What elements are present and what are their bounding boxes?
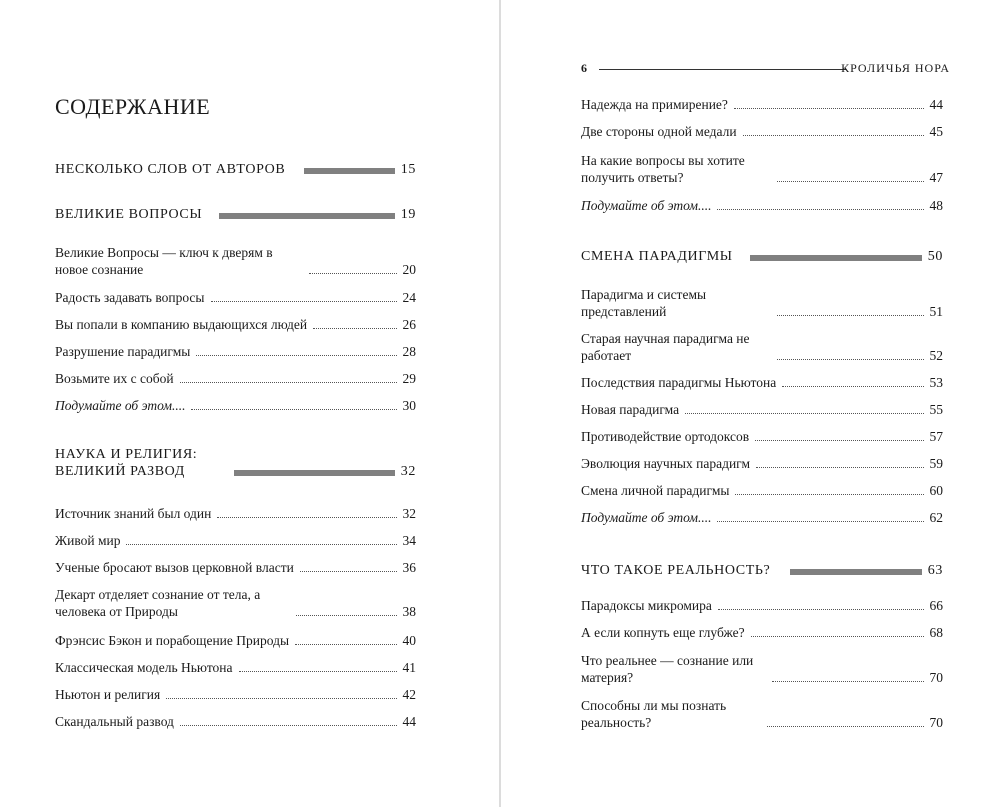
toc-entry-page: 62 [929,510,943,525]
toc-entry-page: 36 [402,560,416,575]
toc-entry-title: Парадоксы микромира [581,598,712,613]
toc-section [55,446,416,480]
toc-heading: СОДЕРЖАНИЕ [55,94,211,119]
toc-entry [581,330,943,364]
toc-entry [581,624,943,641]
dot-leader [717,521,923,522]
page-number: 6 [581,61,587,75]
toc-entry [55,505,416,522]
dot-leader [756,467,923,468]
section-bar [304,168,395,174]
toc-entry-page: 34 [402,533,416,548]
toc-entry-title: Подумайте об этом.... [55,398,186,413]
toc-entry-page: 38 [402,604,416,619]
book-title: КРОЛИЧЬЯ НОРА [841,61,950,75]
toc-entry [581,428,943,445]
toc-entry-title: Живой мир [55,533,121,548]
toc-entry [581,509,943,526]
toc-entry-title: Вы попали в компанию выдающихся людей [55,317,308,332]
toc-entry-title: Две стороны одной медали [581,124,737,139]
toc-entry-page: 45 [929,124,943,139]
dot-leader [166,698,396,699]
toc-entry-page: 29 [402,371,416,386]
dot-leader [295,644,396,645]
toc-entry [581,482,943,499]
toc-entry-title: Ньютон и религия [55,687,161,702]
right-page [501,0,1000,807]
toc-entry [55,559,416,576]
dot-leader [180,382,397,383]
dot-leader [743,135,924,136]
toc-entry-page: 28 [402,344,416,359]
toc-entry-title: Старая научная парадигма не работает [581,331,750,363]
toc-entry-title: Возьмите их с собой [55,371,174,386]
toc-entry-title: Противодействие ортодоксов [581,429,750,444]
dot-leader [751,636,924,637]
toc-entry-page: 55 [929,402,943,417]
toc-entry [55,370,416,387]
toc-entry [581,597,943,614]
toc-entry-page: 30 [402,398,416,413]
toc-entry [55,713,416,730]
toc-entry-title: Эволюция научных парадигм [581,456,751,471]
toc-entry-title: Фрэнсис Бэкон и порабощение Природы [55,633,290,648]
toc-entry-page: 32 [402,506,416,521]
toc-entry-page: 57 [929,429,943,444]
dot-leader [772,681,924,682]
toc-entry-page: 68 [929,625,943,640]
toc-entry [55,289,416,306]
toc-entry-page: 15 [400,162,416,177]
toc-entry [581,374,943,391]
left-page [0,0,499,807]
toc-entry [55,659,416,676]
toc-entry-title: НЕСКОЛЬКО СЛОВ ОТ АВТОРОВ [55,162,286,177]
toc-entry-title: Декарт отделяет сознание от тела, а человека от Природы [55,587,261,619]
toc-entry-page: 59 [929,456,943,471]
toc-entry-page: 19 [400,207,416,222]
dot-leader [191,409,396,410]
toc-entry-page: 66 [929,598,943,613]
toc-entry [55,343,416,360]
header-rule [599,69,846,70]
toc-entry [55,586,416,620]
toc-entry-title: Великие Вопросы — ключ к дверям в новое сознание [55,245,273,277]
toc-entry-page: 63 [927,563,943,578]
toc-entry-page: 44 [402,714,416,729]
section-bar [790,569,922,575]
toc-entry-page: 41 [402,660,416,675]
toc-entry-title: НАУКА И РЕЛИГИЯ: ВЕЛИКИЙ РАЗВОД [55,447,198,479]
dot-leader [300,571,397,572]
toc-entry-page: 51 [929,304,943,319]
toc-entry-title: СМЕНА ПАРАДИГМЫ [581,249,733,264]
toc-entry-page: 44 [929,97,943,112]
dot-leader [196,355,396,356]
dot-leader [734,108,924,109]
section-bar [219,213,395,219]
toc-entry-title: Надежда на примирение? [581,97,728,112]
dot-leader [777,315,924,316]
dot-leader [685,413,923,414]
toc-entry-page: 47 [929,170,943,185]
toc-entry-title: Разрушение парадигмы [55,344,191,359]
toc-entry-title: Подумайте об этом.... [581,198,712,213]
toc-entry-page: 50 [927,249,943,264]
dot-leader [296,615,397,616]
toc-entry-page: 53 [929,375,943,390]
toc-entry [55,532,416,549]
dot-leader [777,359,924,360]
toc-entry [581,455,943,472]
toc-entry [55,686,416,703]
toc-section [55,206,416,223]
toc-entry-page: 70 [929,670,943,685]
dot-leader [217,517,396,518]
toc-entry [581,697,943,731]
toc-entry-title: Подумайте об этом.... [581,510,712,525]
dot-leader [313,328,396,329]
toc-entry-page: 70 [929,715,943,730]
dot-leader [767,726,924,727]
toc-entry-page: 42 [402,687,416,702]
section-bar [234,470,395,476]
toc-entry [581,286,943,320]
toc-entry-page: 48 [929,198,943,213]
toc-entry-page: 24 [402,290,416,305]
dot-leader [211,301,397,302]
toc-entry [581,152,943,186]
toc-entry-title: Парадигма и системы представлений [581,287,707,319]
toc-entry [581,197,943,214]
toc-entry [581,123,943,140]
dot-leader [180,725,397,726]
toc-entry-page: 60 [929,483,943,498]
toc-entry-title: Скандальный развод [55,714,174,729]
toc-entry [55,397,416,414]
toc-entry-title: А если копнуть еще глубже? [581,625,745,640]
toc-entry-title: Радость задавать вопросы [55,290,205,305]
toc-entry-title: На какие вопросы вы хотите получить ответы? [581,153,745,185]
dot-leader [718,609,924,610]
toc-entry-page: 20 [402,262,416,277]
toc-entry-title: Смена личной парадигмы [581,483,730,498]
toc-entry [55,316,416,333]
section-bar [750,255,922,261]
toc-entry-title: Классическая модель Ньютона [55,660,233,675]
toc-entry [55,632,416,649]
toc-entry-title: Ученые бросают вызов церковной власти [55,560,294,575]
dot-leader [782,386,923,387]
toc-entry-page: 26 [402,317,416,332]
dot-leader [717,209,923,210]
toc-entry-title: ЧТО ТАКОЕ РЕАЛЬНОСТЬ? [581,563,771,578]
dot-leader [309,273,397,274]
toc-entry-page: 32 [400,464,416,479]
toc-entry-title: Новая парадигма [581,402,680,417]
toc-entry [581,652,943,686]
toc-entry-title: Что реальнее — сознание или материя? [581,653,754,685]
toc-entry [55,244,416,278]
toc-entry [581,96,943,113]
toc-entry-page: 40 [402,633,416,648]
dot-leader [239,671,397,672]
toc-section [55,161,416,178]
toc-entry-title: Последствия парадигмы Ньютона [581,375,777,390]
dot-leader [777,181,924,182]
running-head [581,61,950,77]
toc-section [581,248,943,265]
dot-leader [755,440,923,441]
dot-leader [126,544,396,545]
toc-entry-title: Источник знаний был один [55,506,212,521]
toc-entry-page: 52 [929,348,943,363]
toc-entry [581,401,943,418]
toc-entry-title: ВЕЛИКИЕ ВОПРОСЫ [55,207,203,222]
toc-entry-title: Способны ли мы познать реальность? [581,698,727,730]
toc-section [581,562,943,579]
dot-leader [735,494,923,495]
